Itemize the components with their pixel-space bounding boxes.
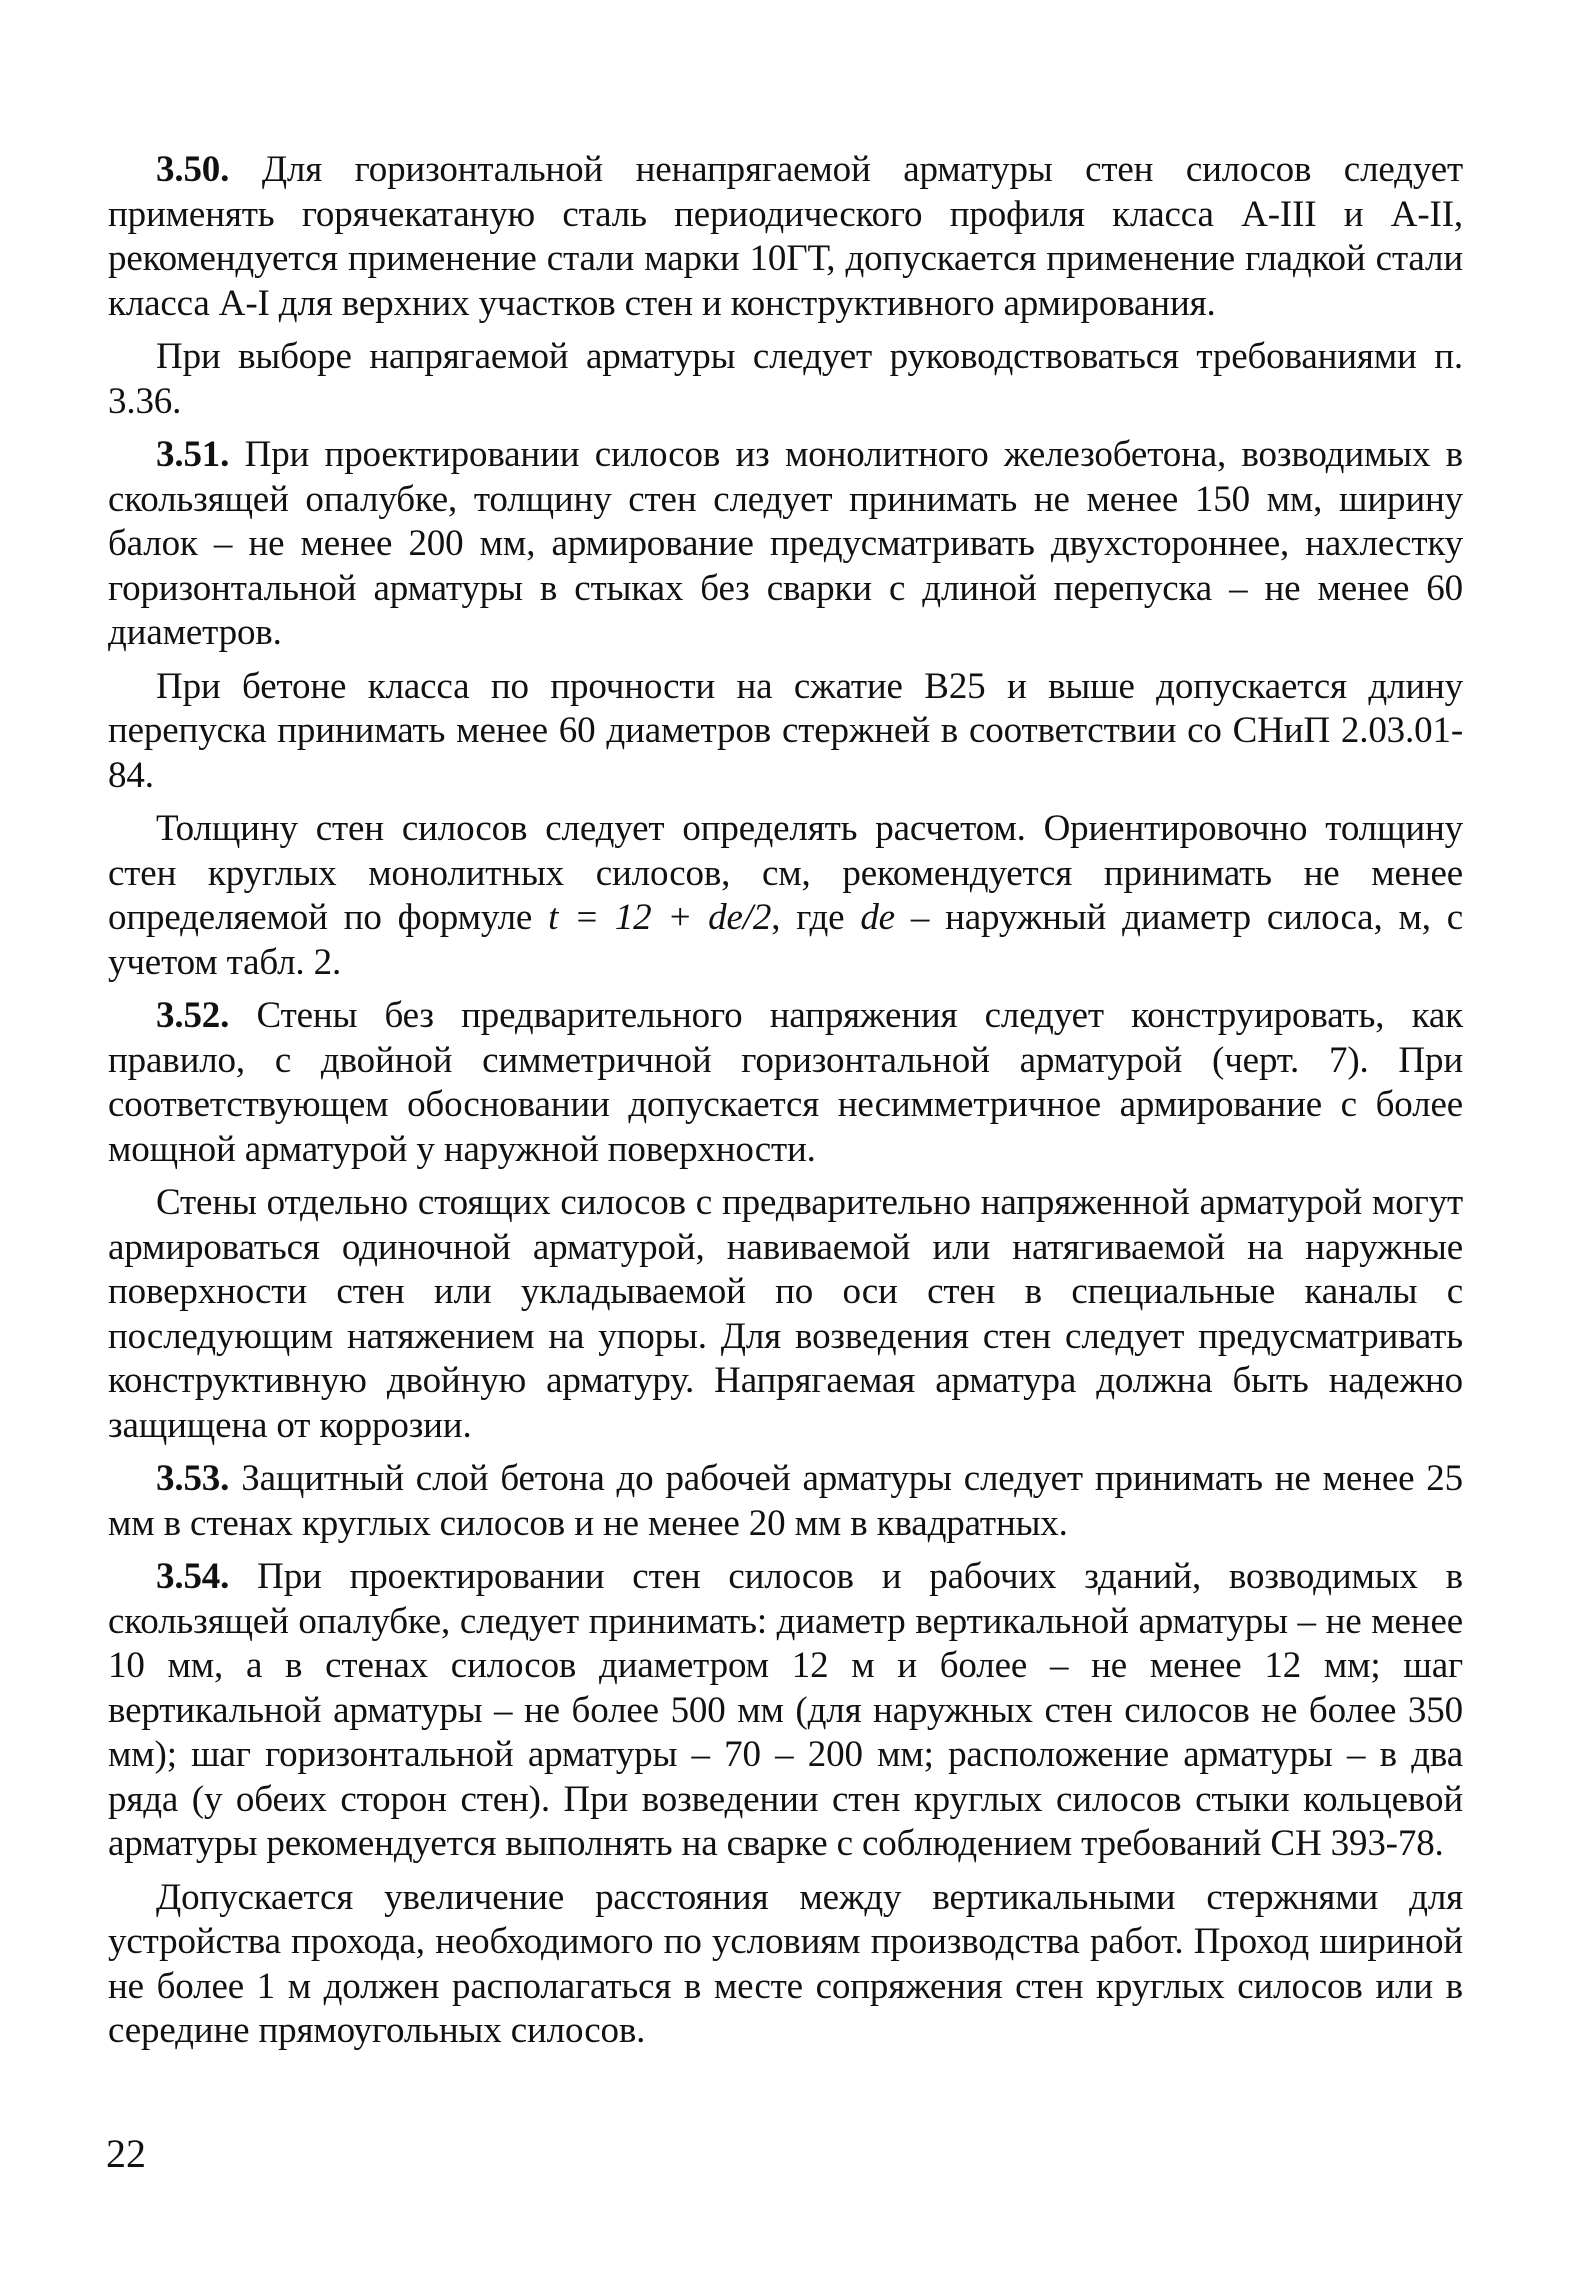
- paragraph-text: При бетоне класса по прочности на сжатие В25 и выше допускается длину перепуска принимать менее 60 диаметров стержней в соответствии со СНиП 2.03.01-84.: [108, 665, 1463, 796]
- paragraph-3-54: [108, 1555, 1463, 1867]
- paragraph-text: – наружный диаметр силоса, м, с учетом табл. 2.: [108, 897, 1463, 983]
- paragraph-3-53: [108, 1457, 1463, 1546]
- paragraph-3-51: [108, 433, 1463, 656]
- paragraph-text: При проектировании силосов из монолитного железобетона, возводимых в скользящей опалубке, толщину стен следует принимать не менее 150 мм, ширину балок – не менее 200 мм, армирование предусматривать двухстороннее, нахлестку горизонтальной арматуры в стыках без сварки с длиной перепуска – не менее 60 диаметров.: [108, 434, 1463, 653]
- paragraph-text: При проектировании стен силосов и рабочих зданий, возводимых в скользящей опалубке, следует принимать: диаметр вертикальной арматуры – не менее 10 мм, а в стенах силосов диаметром 12 м и более – не менее 12 мм; шаг вертикальной арматуры – не более 500 мм (для наружных стен силосов не более 350 мм); шаг горизонтальной арматуры – 70 – 200 мм; расположение арматуры – в два ряда (у обеих сторон стен). При возведении стен круглых силосов стыки кольцевой арматуры рекомендуется выполнять на сварке с соблюдением требований СН 393-78.: [108, 1556, 1463, 1864]
- paragraph-3-50: [108, 148, 1463, 326]
- clause-number: 3.54.: [156, 1556, 230, 1597]
- diameter-symbol: de: [860, 897, 895, 938]
- page-number: 22: [106, 2131, 146, 2176]
- thickness-formula: t = 12 + de/2: [548, 897, 772, 938]
- document-body: [108, 148, 1463, 2063]
- paragraph-prestressed-reinforcement: [108, 335, 1463, 424]
- paragraph-text: , где: [771, 897, 861, 938]
- paragraph-3-52: [108, 994, 1463, 1172]
- paragraph-text: Для горизонтальной ненапрягаемой арматуры стен силосов следует применять горячекатаную сталь периодического профиля класса А-III и А-II, рекомендуется применение стали марки 10ГТ, допускается применение гладкой стали класса А-I для верхних участков стен и конструктивного армирования.: [108, 149, 1464, 324]
- paragraph-text: Защитный слой бетона до рабочей арматуры следует принимать не менее 25 мм в стенах круглых силосов и не менее 20 мм в квадратных.: [108, 1458, 1463, 1544]
- clause-number: 3.52.: [156, 995, 230, 1036]
- paragraph-text: Стены без предварительного напряжения следует конструировать, как правило, с двойной симметричной горизонтальной арматурой (черт. 7). При соответствующем обосновании допускается несимметричное армирование с более мощной арматурой у наружной поверхности.: [108, 995, 1463, 1170]
- clause-number: 3.53.: [156, 1458, 230, 1499]
- paragraph-text: Стены отдельно стоящих силосов с предварительно напряженной арматурой могут армироваться одиночной арматурой, навиваемой или натягиваемой на наружные поверхности стен или укладываемой по оси стен в специальные каналы с последующим натяжением на упоры. Для возведения стен следует предусматривать конструктивную двойную арматуру. Напрягаемая арматура должна быть надежно защищена от коррозии.: [108, 1182, 1463, 1446]
- paragraph-text: При выборе напрягаемой арматуры следует руководствоваться требованиями п. 3.36.: [108, 336, 1463, 422]
- paragraph-passage-allowance: [108, 1876, 1463, 2054]
- paragraph-freestanding-silos: [108, 1181, 1463, 1448]
- paragraph-text: Толщину стен силосов следует определять расчетом. Ориентировочно толщину стен круглых монолитных силосов, см, рекомендуется принимать не менее определяемой по формуле: [108, 808, 1463, 938]
- paragraph-text: Допускается увеличение расстояния между вертикальными стержнями для устройства прохода, необходимого по условиям производства работ. Проход шириной не более 1 м должен располагаться в месте сопряжения стен круглых силосов или в середине прямоугольных силосов.: [108, 1876, 1463, 2051]
- paragraph-b25-concrete: [108, 665, 1463, 799]
- paragraph-wall-thickness: [108, 807, 1463, 985]
- clause-number: 3.50.: [156, 149, 230, 190]
- clause-number: 3.51.: [156, 434, 230, 475]
